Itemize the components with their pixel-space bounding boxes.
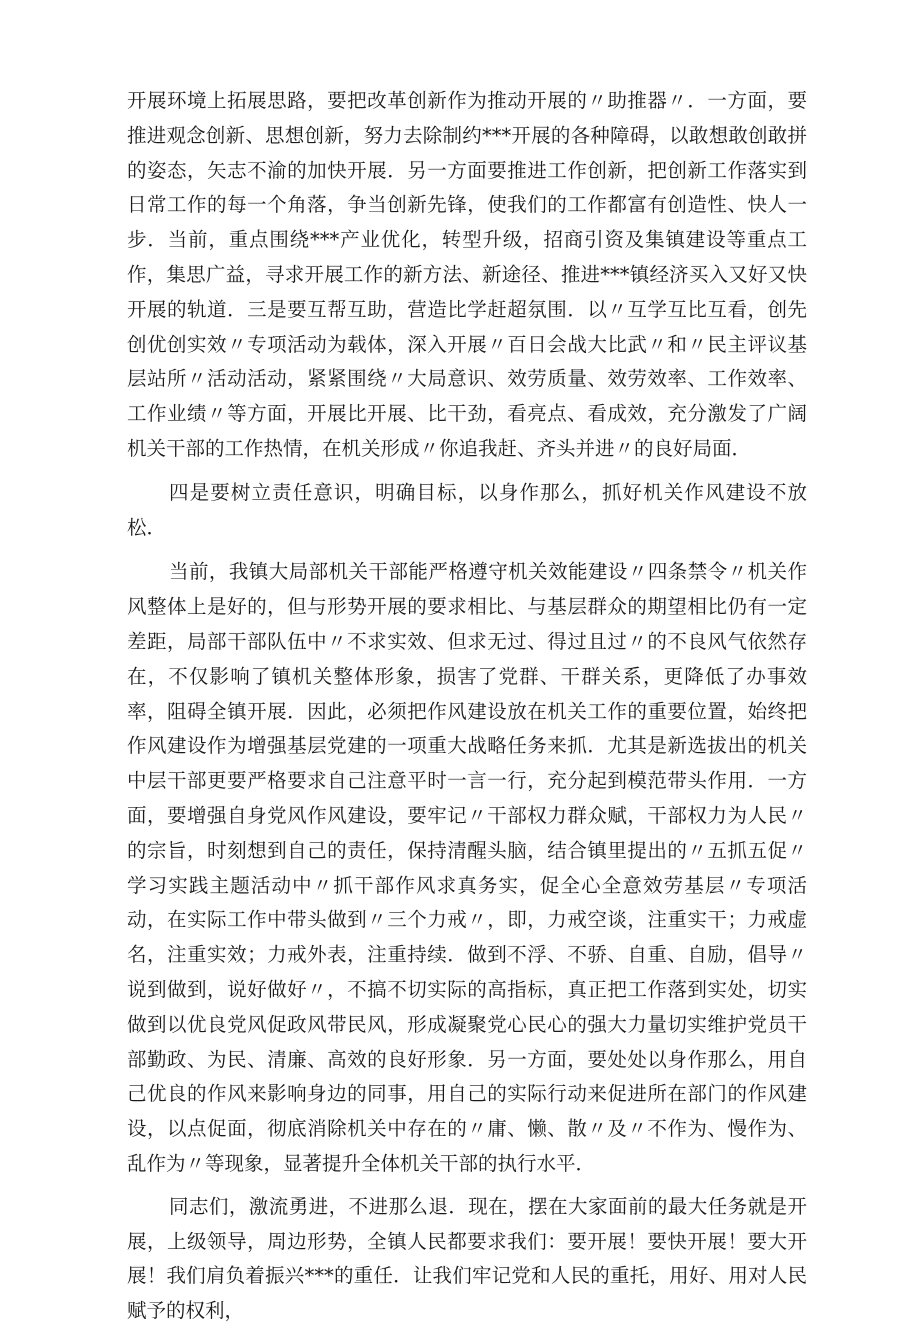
paragraph-section-four-heading: 四是要树立责任意识，明确目标，以身作那么，抓好机关作风建设不放松． — [127, 480, 807, 539]
paragraph-closing: 同志们，激流勇进，不进那么退．现在，摆在大家面前的最大任务就是开展，上级领导，周边形势，全镇人民都要求我们：要开展！要快开展！要大开展！我们肩负着振兴***的重任．让我们牢记党和人民的重托，用好、用对人民赋予的权利， — [127, 1194, 807, 1323]
paragraph-work-style: 当前，我镇大局部机关干部能严格遵守机关效能建设〃四条禁令〃机关作风整体上是好的，但与形势开展的要求相比、与基层群众的期望相比仍有一定差距，局部干部队伍中〃不求实效、但求无过、得过且过〃的不良风气依然存在，不仅影响了镇机关整体形象，损害了党群、干群关系，更降低了办事效率，阻碍全镇开展．因此，必须把作风建设放在机关工作的重要位置，始终把作风建设作为增强基层党建的一项重大战略任务来抓．尤其是新选拔出的机关中层干部更要严格要求自己注意平时一言一行，充分起到模范带头作用．一方面，要增强自身党风作风建设，要牢记〃干部权力群众赋，干部权力为人民〃的宗旨，时刻想到自己的责任，保持清醒头脑，结合镇里提出的〃五抓五促〃学习实践主题活动中〃抓干部作风求真务实，促全心全意效劳基层〃专项活动，在实际工作中带头做到〃三个力戒〃，即，力戒空谈，注重实干；力戒虚名，注重实效；力戒外表，注重持续．做到不浮、不骄、自重、自励，倡导〃说到做到，说好做好〃，不搞不切实际的高指标，真正把工作落到实处，切实做到以优良党风促政风带民风，形成凝聚党心民心的强大力量切实维护党员干部勤政、为民、清廉、高效的良好形象．另一方面，要处处以身作那么，用自己优良的作风来影响身边的同事，用自己的实际行动来促进所在部门的作风建设，以点促面，彻底消除机关中存在的〃庸、懒、散〃及〃不作为、慢作为、乱作为〃等现象，显著提升全体机关干部的执行水平． — [127, 560, 807, 1175]
document-body — [127, 84, 807, 1329]
paragraph-continuation: 开展环境上拓展思路，要把改革创新作为推动开展的〃助推器〃．一方面，要推进观念创新、思想创新，努力去除制约***开展的各种障碍，以敢想敢创敢拼的姿态，矢志不渝的加快开展．另一方面要推进工作创新，把创新工作落实到日常工作的每一个角落，争当创新先锋，使我们的工作都富有创造性、快人一步．当前，重点围绕***产业优化，转型升级，招商引资及集镇建设等重点工作，集思广益，寻求开展工作的新方法、新途径、推进***镇经济买入又好又快开展的轨道．三是要互帮互助，营造比学赶超氛围．以〃互学互比互看，创先创优创实效〃专项活动为载体，深入开展〃百日会战大比武〃和〃民主评议基层站所〃活动活动，紧紧围绕〃大局意识、效劳质量、效劳效率、工作效率、工作业绩〃等方面，开展比开展、比干劲，看亮点、看成效，充分激发了广阔机关干部的工作热情，在机关形成〃你追我赶、齐头并进〃的良好局面． — [127, 89, 807, 460]
